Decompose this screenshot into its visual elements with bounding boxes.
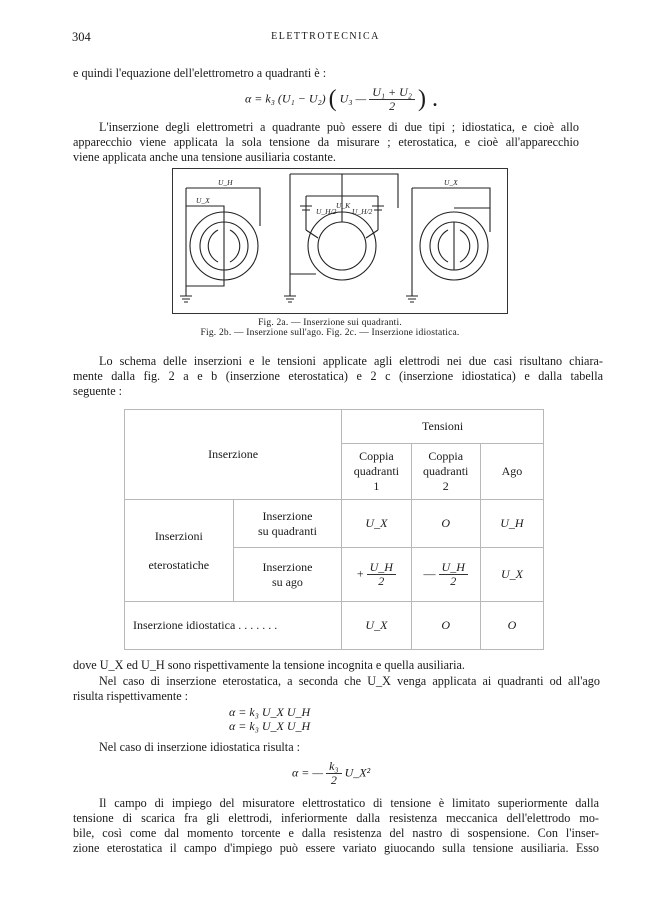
formula-paren-open: (	[328, 86, 337, 112]
row2-label-line: su ago	[271, 574, 303, 589]
table-cell-row2-col1	[342, 548, 411, 602]
paragraph-line: risulta rispettivamente :	[73, 689, 189, 703]
paragraph-line: seguente :	[73, 384, 123, 398]
equation-eterostatica-2: α = k₃ U_X U_H	[229, 719, 311, 733]
formula-u3: U₃ —	[339, 91, 367, 106]
table-row3-label: Inserzione idiostatica . . . . . . .	[125, 602, 342, 650]
fig-2a-circuit	[180, 188, 260, 302]
table-cell: U_X	[480, 548, 543, 602]
table-cell-row2-col2	[411, 548, 480, 602]
row2-label-line: Inserzione	[262, 559, 313, 574]
fraction-den: 2	[450, 574, 457, 588]
equation-idiostatica	[292, 760, 370, 787]
label-uh-half-left: U_H/2	[316, 207, 337, 216]
formula-fraction	[369, 86, 415, 113]
fraction	[439, 561, 468, 588]
eq3-num: k₃	[326, 760, 342, 774]
label-ux: U_X	[196, 196, 210, 205]
paragraph-eterostatica	[73, 674, 600, 704]
formula-paren-close: ) .	[417, 86, 438, 112]
table-head-col2	[411, 444, 480, 500]
row1-label-line: su quadranti	[257, 523, 317, 538]
formula-frac-den: 2	[389, 99, 396, 113]
figure-frame	[173, 169, 508, 314]
fraction-den: 2	[378, 574, 385, 588]
table-row1-label	[233, 500, 342, 548]
col2-line: Coppia	[428, 449, 464, 463]
table-cell: U_H	[480, 500, 543, 548]
table-head-tensioni-text: Tensioni	[422, 419, 464, 433]
paragraph-line: mente dalla fig. 2 a e b (inserzione eterostatica) e 2 c (inserzione idiostatica) e dalla tabella	[73, 369, 603, 383]
eq3-rhs: U_X²	[344, 765, 371, 780]
paragraph-line: L'inserzione degli elettrometri a quadrante può essere di due tipi ; idiostatica, e cioè allo	[99, 120, 579, 134]
paragraph-idiostatica: Nel caso di inserzione idiostatica risulta :	[99, 740, 301, 754]
table-cell: U_X	[342, 500, 411, 548]
fig-2b-circuit	[284, 174, 398, 302]
figure-caption-a: Fig. 2a. — Inserzione sui quadranti.	[258, 318, 402, 328]
paragraph-line: tensione di scarica fra gli elettrodi, inferiormente dalla resistenza meccanica dell'elettrodo mo-	[73, 811, 599, 825]
fraction-num: U_H	[367, 561, 396, 575]
table-group-eterostatiche	[125, 500, 234, 602]
paragraph-line: Lo schema delle inserzioni e le tensioni applicate agli elettrodi nei due casi risultano chiara-	[99, 354, 603, 368]
col1-line: Coppia	[359, 449, 394, 463]
paragraph-campo-impiego	[73, 796, 599, 856]
paragraph-inserzione	[73, 120, 579, 165]
table-cell: O	[411, 602, 480, 650]
table-cell: O	[411, 500, 480, 548]
group-line: Inserzioni	[154, 528, 203, 543]
fraction	[367, 561, 396, 588]
label-ux-2c: U_X	[444, 178, 458, 187]
table-head-inserzione-text: Inserzione	[208, 447, 259, 461]
paragraph-schema	[73, 354, 603, 399]
col1-line: 1	[373, 479, 380, 493]
eq3-lhs: α = —	[292, 765, 324, 780]
table-head-inserzione	[125, 410, 342, 500]
running-title: ELETTROTECNICA	[271, 31, 380, 42]
formula-electrometer	[245, 86, 438, 113]
col2-line: quadranti	[423, 464, 469, 478]
figure-caption-bc: Fig. 2b. — Inserzione sull'ago. Fig. 2c. — Inserzione idiostatica.	[200, 328, 460, 338]
fraction-num: U_H	[439, 561, 468, 575]
page-number: 304	[72, 30, 91, 44]
group-line: eterostatiche	[148, 557, 210, 572]
eq3-fraction	[326, 760, 342, 787]
eq3-den: 2	[330, 773, 337, 787]
paragraph-line: Il campo di impiego del misuratore elettrostatico di tensione è limitato superiormente dalla	[99, 796, 599, 810]
paragraph-dove: dove U_X ed U_H sono rispettivamente la tensione incognita e quella ausiliaria.	[73, 658, 465, 672]
col2-line: 2	[442, 479, 449, 493]
table-row2-label	[233, 548, 342, 602]
table-head-col1	[342, 444, 411, 500]
paragraph-line: zione eterostatica il campo d'impiego può essere variato giuocando sulla tensione ausiliaria. Esso	[73, 841, 599, 855]
paragraph-line: Nel caso di inserzione eterostatica, a seconda che U_X venga applicata ai quadranti od all'ago	[99, 674, 600, 688]
row1-label-line: Inserzione	[262, 508, 313, 523]
table-cell: O	[480, 602, 543, 650]
fig-2c-circuit	[406, 188, 490, 302]
paragraph-line: bile, così come dal momento torcente e dalla resistenza del nastro di sospensione. Con l'inser-	[73, 826, 599, 840]
paragraph-line: viene applicata anche una tensione ausiliaria costante.	[73, 150, 336, 164]
col1-line: quadranti	[353, 464, 400, 478]
formula-lhs: α = k₃ (U₁ − U₂)	[245, 91, 326, 106]
tensioni-table	[124, 409, 544, 650]
intro-line: e quindi l'equazione dell'elettrometro a quadranti è :	[73, 66, 327, 80]
equation-eterostatica-1: α = k₃ U_X U_H	[229, 705, 311, 719]
circuit-figure	[172, 168, 508, 314]
paragraph-line: apparecchio viene applicata la sola tensione da misurare ; eterostatica, e cioè all'apparecchio	[73, 135, 579, 149]
table-head-col3	[480, 444, 543, 500]
sign-minus: —	[423, 566, 436, 581]
table-cell: U_X	[342, 602, 411, 650]
label-uk: U_K	[336, 201, 351, 210]
formula-frac-num: U₁ + U₂	[369, 86, 415, 100]
label-uh-half-right: U_H/2	[352, 207, 373, 216]
table-head-tensioni	[342, 410, 544, 444]
label-uh: U_H	[218, 178, 233, 187]
col3-text: Ago	[501, 464, 523, 478]
sign-plus: +	[356, 566, 364, 581]
